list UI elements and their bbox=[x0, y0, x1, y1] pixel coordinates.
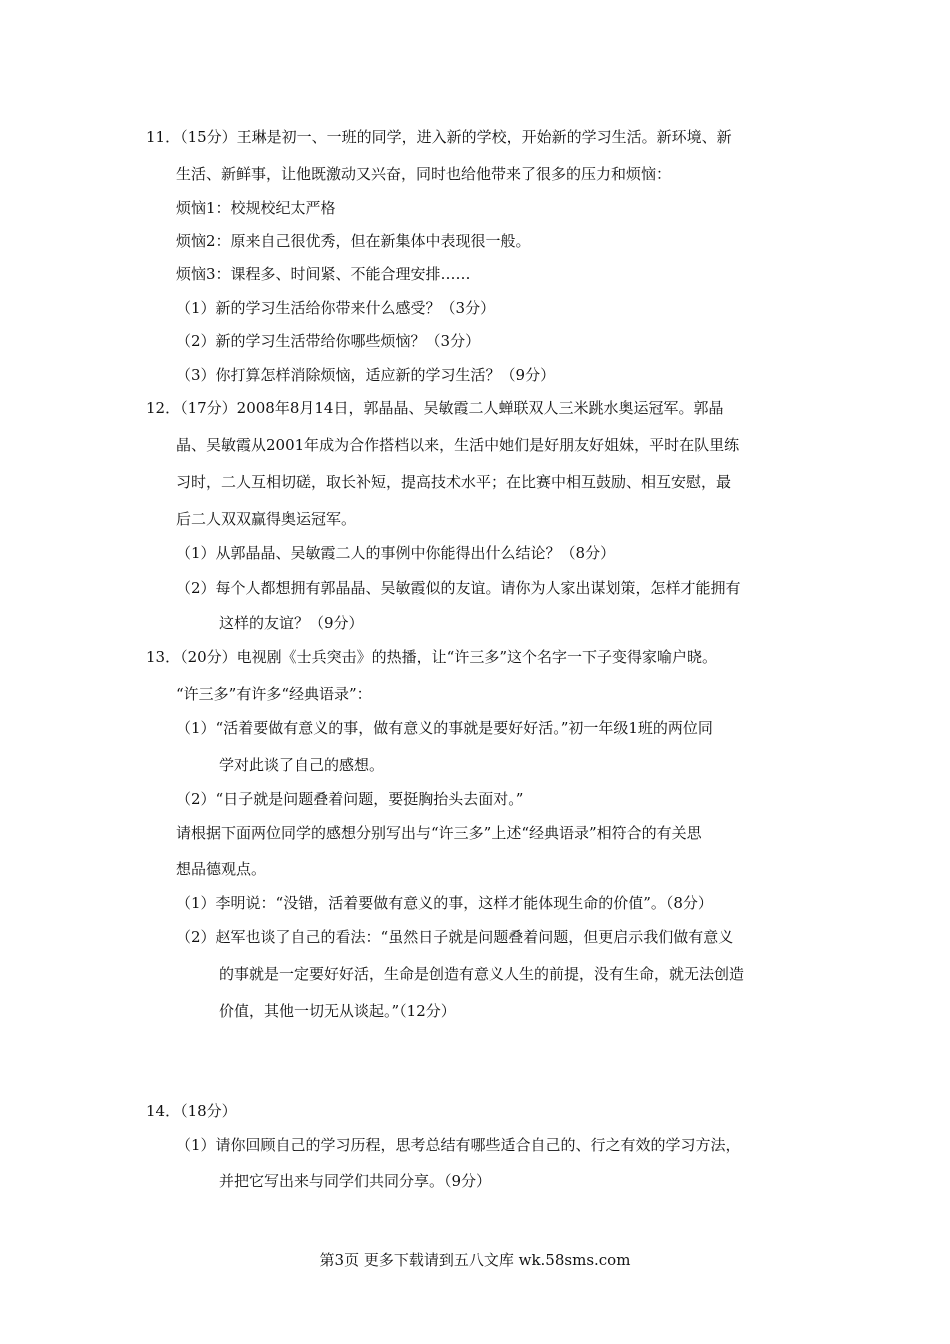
q12-sub-1: （1）从郭晶晶、吴敏霞二人的事例中你能得出什么结论？（8分） bbox=[176, 544, 616, 562]
q12-line-4: 后二人双双赢得奥运冠军。 bbox=[176, 510, 357, 528]
q12-line-1: 12．（17分）2008年8月14日，郭晶晶、吴敏霞二人蝉联双人三米跳水奥运冠军。郭晶 bbox=[146, 399, 724, 417]
q14-line-1: 14．（18分） bbox=[146, 1102, 237, 1120]
q11-line-1: 11．（15分）王琳是初一、一班的同学，进入新的学校，开始新的学习生活。新环境、新 bbox=[146, 128, 732, 146]
q11-worry-2: 烦恼2：原来自己很优秀，但在新集体中表现很一般。 bbox=[176, 232, 531, 250]
q13-line-1: 13．（20分）电视剧《士兵突击》的热播，让“许三多”这个名字一下子变得家喻户晓。 bbox=[146, 648, 718, 666]
q14-sub-1a: （1）请你回顾自己的学习历程，思考总结有哪些适合自己的、行之有效的学习方法， bbox=[176, 1136, 741, 1154]
q14-sub-1b: 并把它写出来与同学们共同分享。（9分） bbox=[219, 1172, 492, 1190]
q11-sub-1: （1）新的学习生活给你带来什么感受？（3分） bbox=[176, 299, 496, 317]
page-footer: 第3页 更多下载请到五八文库 wk.58sms.com bbox=[319, 1251, 631, 1269]
q11-sub-2: （2）新的学习生活带给你哪些烦恼？（3分） bbox=[176, 332, 481, 350]
q13-sub-1: （1）李明说：“没错，活着要做有意义的事，这样才能体现生命的价值”。（8分） bbox=[176, 894, 713, 912]
q13-quote-2: （2）“日子就是问题叠着问题，要挺胸抬头去面对。” bbox=[176, 790, 524, 808]
q11-line-2: 生活、新鲜事，让他既激动又兴奋，同时也给他带来了很多的压力和烦恼： bbox=[176, 165, 672, 183]
q11-worry-1: 烦恼1：校规校纪太严格 bbox=[176, 199, 336, 217]
q12-sub-2a: （2）每个人都想拥有郭晶晶、吴敏霞似的友谊。请你为人家出谋划策，怎样才能拥有 bbox=[176, 579, 741, 597]
q13-line-2: “许三多”有许多“经典语录”： bbox=[176, 685, 372, 703]
q13-prompt-1: 请根据下面两位同学的感想分别写出与“许三多”上述“经典语录”相符合的有关思 bbox=[176, 824, 702, 842]
q13-quote-1b: 学对此谈了自己的感想。 bbox=[219, 756, 385, 774]
q13-quote-1a: （1）“活着要做有意义的事，做有意义的事就是要好好活。”初一年级1班的两位同 bbox=[176, 719, 713, 737]
q11-sub-3: （3）你打算怎样消除烦恼，适应新的学习生活？（9分） bbox=[176, 366, 556, 384]
q13-sub-2a: （2）赵军也谈了自己的看法：“虽然日子就是问题叠着问题，但更启示我们做有意义 bbox=[176, 928, 734, 946]
q12-sub-2b: 这样的友谊？（9分） bbox=[219, 614, 364, 632]
q12-line-2: 晶、吴敏霞从2001年成为合作搭档以来，生活中她们是好朋友好姐妹，平时在队里练 bbox=[176, 436, 740, 454]
q11-worry-3: 烦恼3：课程多、时间紧、不能合理安排…… bbox=[176, 265, 471, 283]
q13-sub-2c: 价值，其他一切无从谈起。”（12分） bbox=[219, 1002, 456, 1020]
q13-prompt-2: 想品德观点。 bbox=[176, 860, 267, 878]
q13-sub-2b: 的事就是一定要好好活，生命是创造有意义人生的前提，没有生命，就无法创造 bbox=[219, 965, 745, 983]
q12-line-3: 习时，二人互相切磋，取长补短，提高技术水平；在比赛中相互鼓励、相互安慰，最 bbox=[176, 473, 732, 491]
